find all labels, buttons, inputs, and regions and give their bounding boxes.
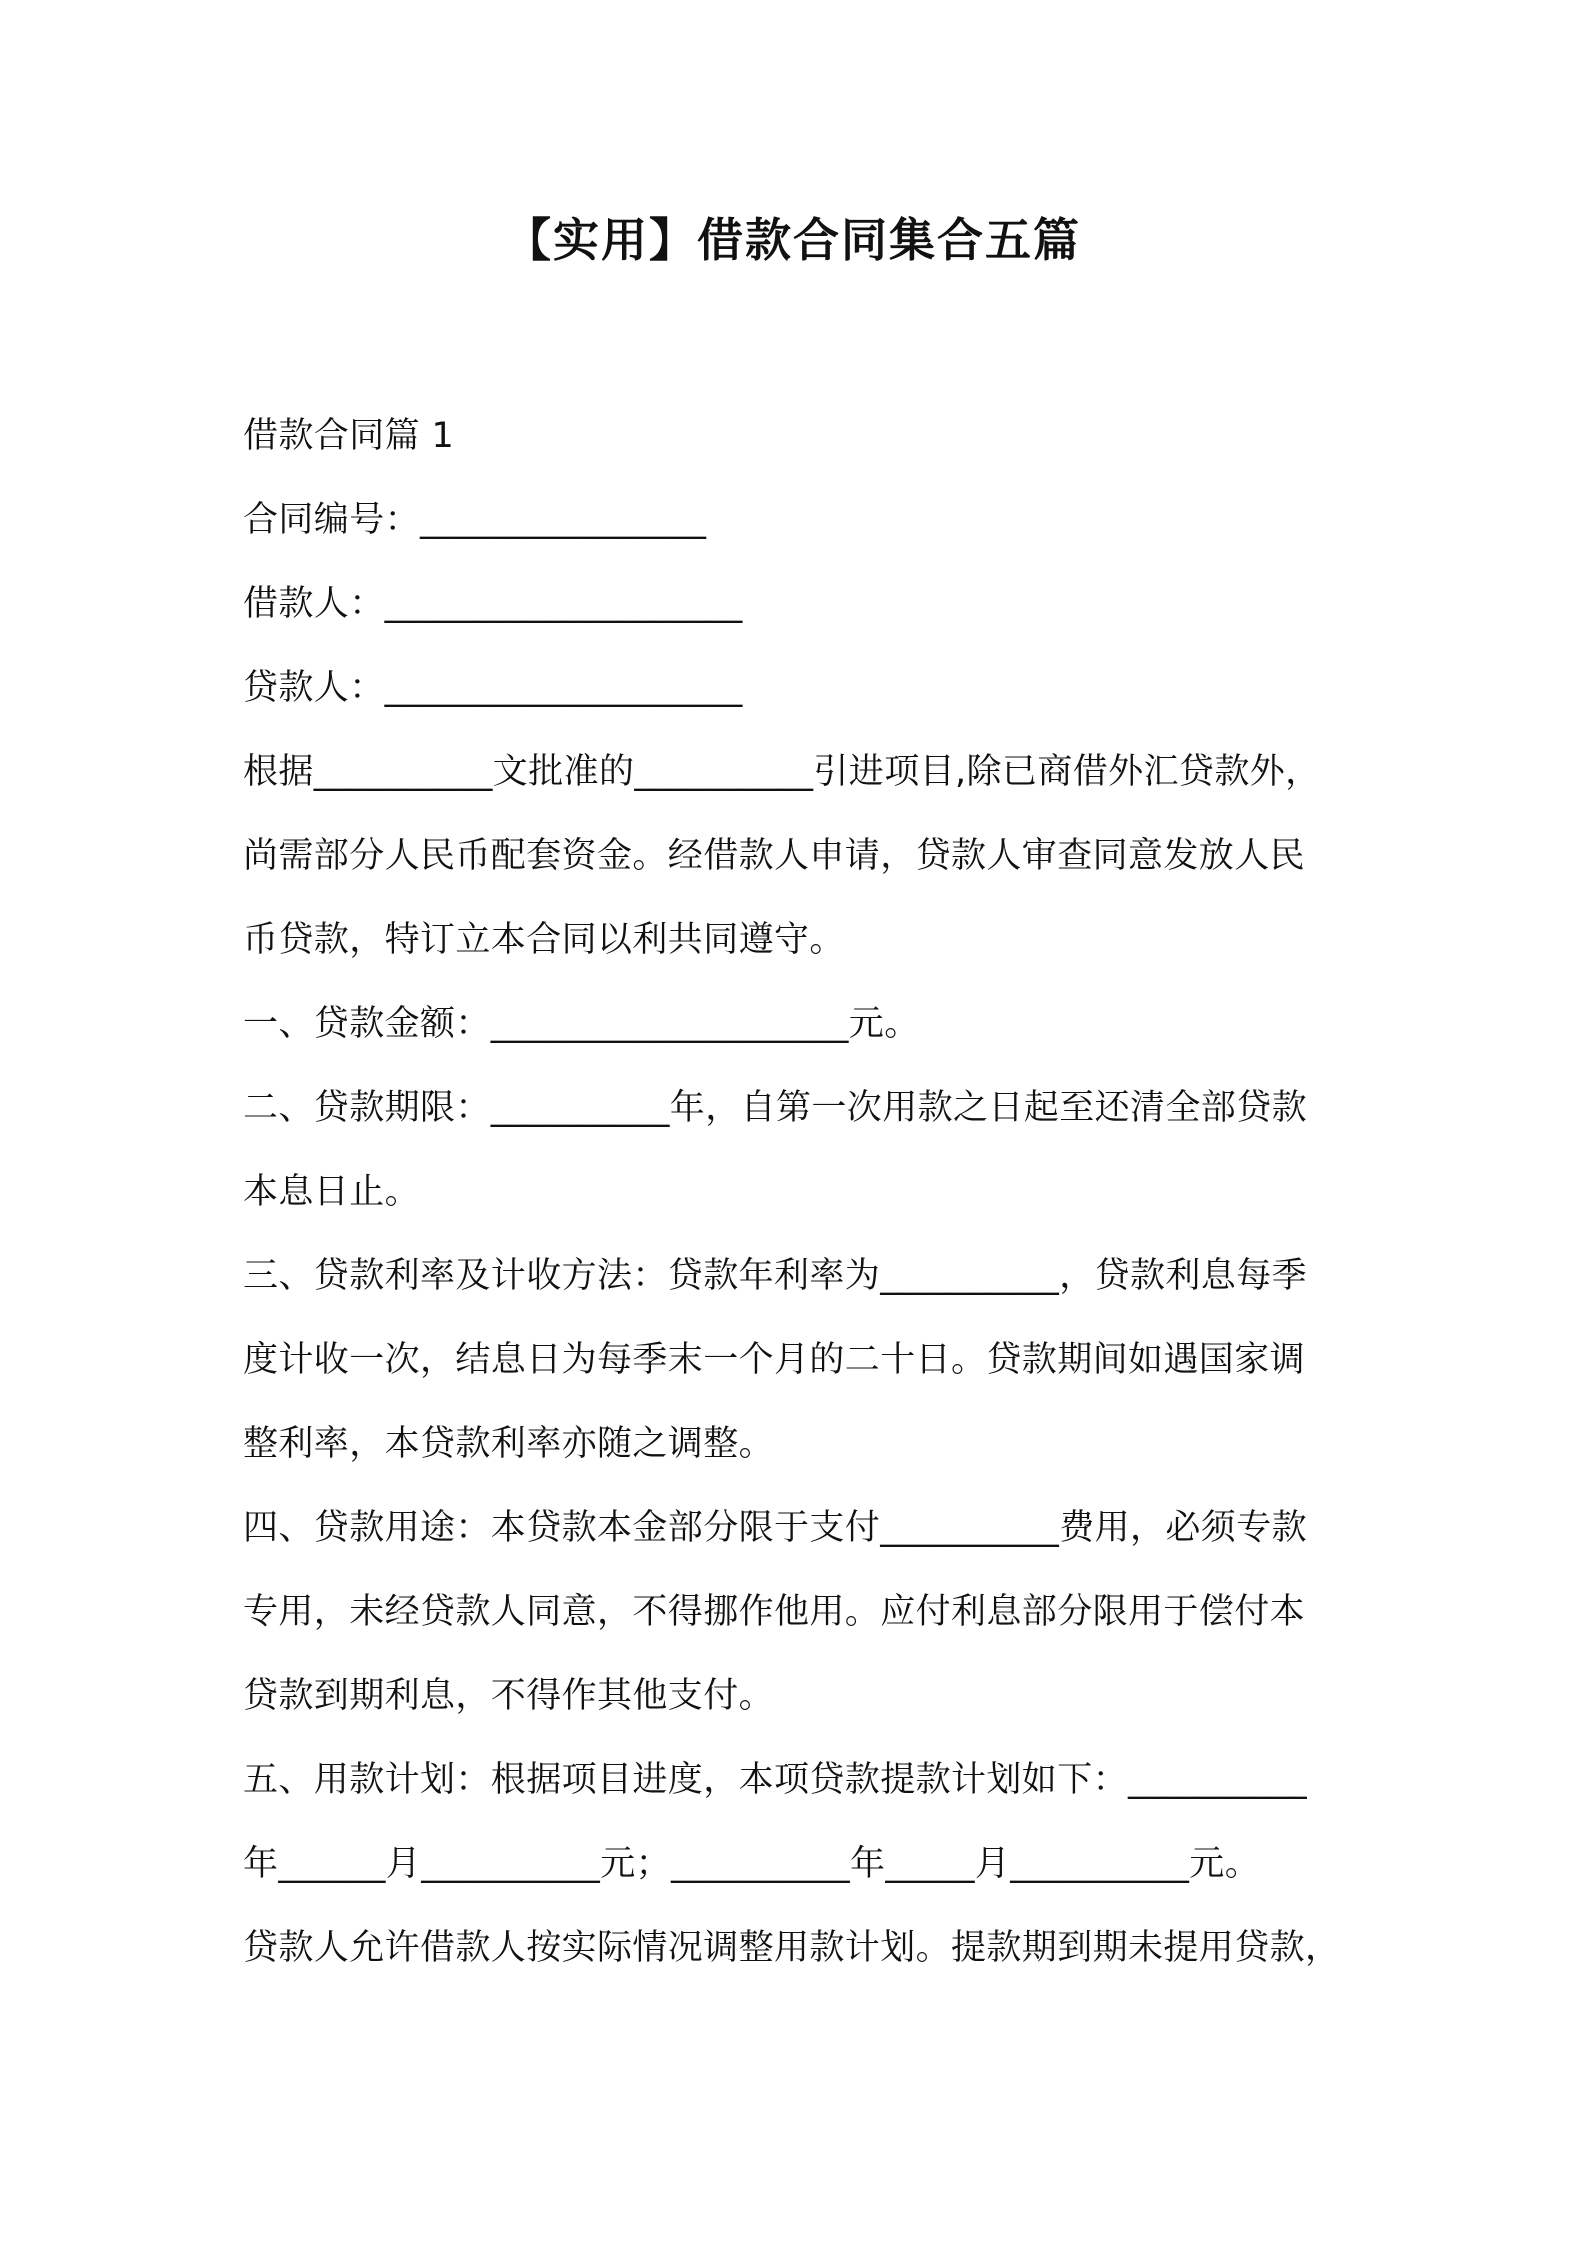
clause-plan-line: 贷款人允许借款人按实际情况调整用款计划。提款期到期未提用贷款，: [243, 1928, 1341, 1968]
clause-plan-line: 五、用款计划：根据项目进度，本项贷款提款计划如下：__________: [243, 1760, 1308, 1800]
contract-number-line: 合同编号：________________: [243, 500, 707, 540]
clause-interest-line: 度计收一次，结息日为每季末一个月的二十日。贷款期间如遇国家调: [243, 1340, 1306, 1380]
clause-term-line: 二、贷款期限：__________年，自第一次用款之日起至还清全部贷款: [243, 1088, 1308, 1128]
clause-term-line: 本息日止。: [243, 1172, 421, 1212]
clause-amount-line: 一、贷款金额：____________________元。: [243, 1004, 920, 1044]
borrower-line: 借款人：____________________: [243, 584, 743, 624]
section-heading: 借款合同篇 1: [243, 416, 455, 456]
paragraph-line: 尚需部分人民币配套资金。经借款人申请，贷款人审查同意发放人民: [243, 836, 1306, 876]
clause-purpose-line: 专用，未经贷款人同意，不得挪作他用。应付利息部分限用于偿付本: [243, 1592, 1306, 1632]
clause-interest-line: 三、贷款利率及计收方法：贷款年利率为__________，贷款利息每季: [243, 1256, 1308, 1296]
lender-line: 贷款人：____________________: [243, 668, 743, 708]
clause-purpose-line: 贷款到期利息，不得作其他支付。: [243, 1676, 775, 1716]
clause-interest-line: 整利率，本贷款利率亦随之调整。: [243, 1424, 775, 1464]
paragraph-line: 币贷款，特订立本合同以利共同遵守。: [243, 920, 845, 960]
document-title: 【实用】借款合同集合五篇: [505, 213, 1081, 267]
clause-purpose-line: 四、贷款用途：本贷款本金部分限于支付__________费用，必须专款: [243, 1508, 1308, 1548]
paragraph-line: 根据__________文批准的__________引进项目,除已商借外汇贷款外，: [243, 752, 1321, 792]
clause-plan-line: 年______月__________元；__________年_____月__________元。: [243, 1844, 1261, 1884]
